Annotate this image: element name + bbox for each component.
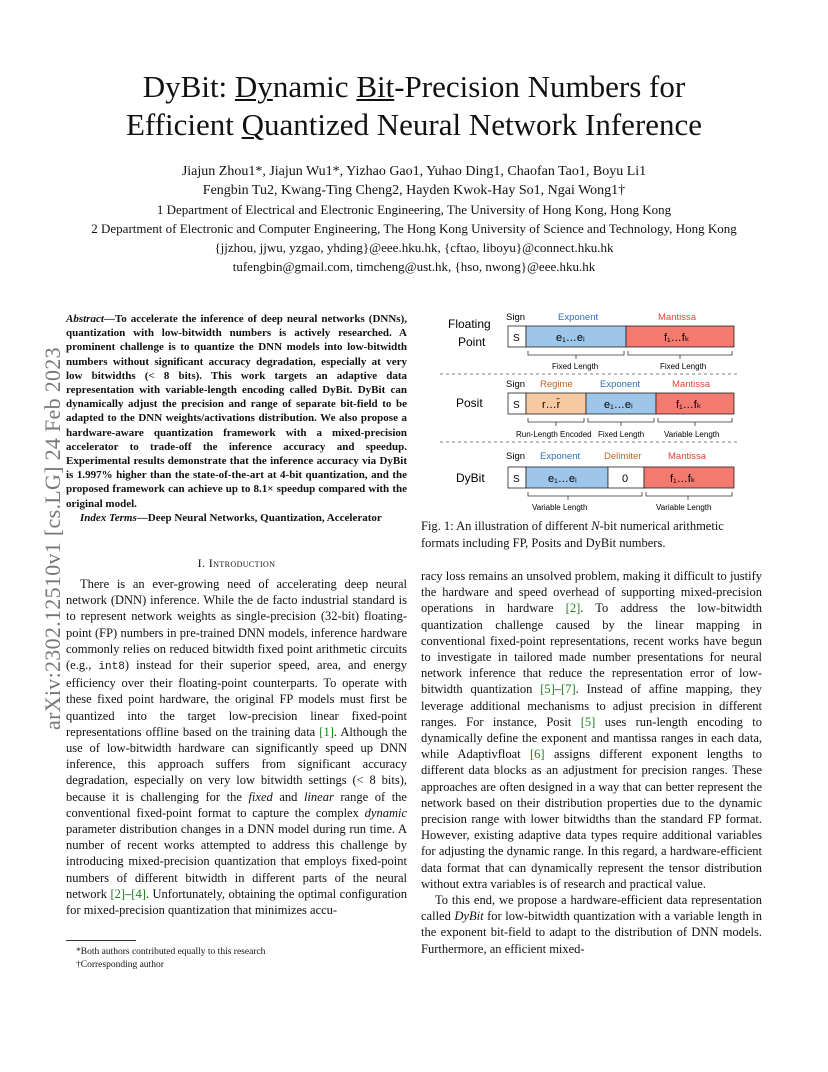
dybit-len-2: Variable Length	[656, 503, 712, 512]
fp-exp-val: e₁…eᵢ	[556, 332, 585, 344]
citation-link[interactable]: [2]	[565, 601, 581, 616]
posit-label: Posit	[456, 396, 483, 410]
arxiv-stamp: arXiv:2302.12510v1 [cs.LG] 24 Feb 2023	[40, 347, 65, 730]
citation-link[interactable]: [5]	[580, 714, 596, 729]
posit-regime-head: Regime	[540, 379, 573, 390]
paper-title: DyBit: Dynamic Bit-Precision Numbers for Efficient Quantized Neural Network Inference	[125, 69, 703, 142]
citation-link[interactable]: [2]	[110, 886, 126, 901]
dybit-delim-val: 0	[622, 473, 629, 485]
fp-len-1: Fixed Length	[552, 362, 599, 371]
footnote-equal-contribution: *Both authors contributed equally to this research	[76, 947, 266, 957]
citation-link[interactable]: [4]	[131, 886, 146, 901]
posit-sign-head: Sign	[506, 379, 526, 390]
dybit-label: DyBit	[456, 471, 485, 485]
posit-len-2: Fixed Length	[598, 430, 645, 439]
posit-exponent-head: Exponent	[600, 379, 641, 390]
posit-exp-val: e₁…eᵢ	[604, 399, 633, 411]
dybit-s: S	[513, 474, 520, 485]
dybit-sign-head: Sign	[506, 451, 526, 462]
abstract: Abstract—To accelerate the inference of deep neural networks (DNNs), quantization with low-bitwidth numbers is actively researched. A prominent challenge is to quantize the DNN models into low-bitwidth numbers without significant accuracy degradation, especially at very low bitwidths (< 8 bits). This work targets an adaptive data representation with variable-length encoding called DyBit. DyBit can dynamically adjust the precision and range of separate bit-field to be adapted to the DNN weights/activations distribution. We also propose a hardware-aware quantization framework with a mixed-precision accelerator to trade-off the inference accuracy and speedup. Experimental results demonstrate that the inference accuracy via DyBit is 1.997% higher than the state-of-the-art at 4-bit quantization, and the proposed framework can achieve up to 8.1× speedup compared with the original model. Index Terms—Deep Neural Networks, Quantization, Accelerator	[66, 313, 407, 524]
fp-man-val: f₁…fₖ	[664, 332, 690, 344]
affiliation-2: 2 Department of Electronic and Computer Engineering, The Hong Kong University of Science and Technology, Hong Kong	[91, 221, 737, 236]
dybit-exponent-head: Exponent	[540, 451, 581, 462]
fp-label-2: Point	[458, 335, 486, 349]
citation-link[interactable]: [5]	[540, 682, 555, 697]
posit-man-val: f₁…fₖ	[676, 399, 702, 411]
author-line-2: Fengbin Tu2, Kwang-Ting Cheng2, Hayden Kwok-Hay So1, Ngai Wong1†	[202, 183, 626, 198]
figure-1	[440, 306, 760, 516]
posit-s: S	[513, 400, 520, 411]
author-line-1: Jiajun Zhou1*, Jiajun Wu1*, Yizhao Gao1, Yuhao Ding1, Chaofan Tao1, Boyu Li1	[181, 164, 647, 179]
dybit-man-val: f₁…fₖ	[670, 473, 696, 485]
affiliation-1: 1 Department of Electrical and Electronic Engineering, The University of Hong Kong, Hong Kong	[156, 202, 672, 217]
left-column-body: There is an ever-growing need of accelerating deep neural network (DNN) inference. While the de facto industrial standard is to represent network weights as single-precision (32-bit) floating-point (FP) numbers in pre-trained DNN models, inference hardware commonly relies on reduced bitwidth fixed point arithmetic circuits (e.g., int8) instead for their superior speed, area, and energy efficiency over their floating-point counterparts. To operate with these fixed point hardware, the original FP models must first be quantized into the target low-precision linear fixed-point representations offline based on the training data [1]. Although the use of low-bitwidth hardware can significantly speed up DNN inference, this approach suffers from significant accuracy degradation, especially on very low bitwidth settings (< 8 bits), because it is challenging for the fixed and linear range of the conventional fixed-point format to capture the complex dynamic parameter distribution changes in a DNN model during run time. A number of recent works attempted to address this challenge by introducing mixed-precision quantization that employs fixed-point numbers of different bitwidth in different parts of the neural network [2]–[4]. Unfortunately, obtaining the optimal configuration for mixed-precision quantization that minimizes accu-	[66, 577, 407, 918]
author-block	[0, 162, 828, 276]
dybit-len-1: Variable Length	[532, 503, 588, 512]
dybit-mantissa-head: Mantissa	[668, 451, 707, 462]
email-line-1: {jjzhou, jjwu, yzgao, yhding}@eee.hku.hk, {cftao, liboyu}@connect.hku.hk	[214, 240, 614, 255]
posit-mantissa-head: Mantissa	[672, 379, 711, 390]
dybit-exp-val: e₁…eᵢ	[548, 473, 577, 485]
citation-link[interactable]: [1]	[319, 724, 334, 739]
footnote-corresponding: †Corresponding author	[76, 960, 164, 970]
footnotes	[76, 946, 265, 972]
footnote-rule	[66, 940, 136, 941]
posit-len-1: Run-Length Encoded	[516, 430, 592, 439]
right-column-body: racy loss remains an unsolved problem, making it difficult to justify the hardware and speed overhead of supporting mixed-precision operations in hardware [2]. To address the low-bitwidth quantization challenge caused by the linear mapping in conventional fixed-point representations, recent works have begun to investigate in tailored made number presentations for neural network inference that reduce the representation error of low-bitwidth quantization [5]–[7]. Instead of affine mapping, they leverage additional mechanisms to adjust precision in different ranges. For instance, Posit [5] uses run-length encoding to dynamically define the exponent and mantissa ranges in each data, while Adaptivfloat [6] assigns different exponent lengths to different data blocks as an adjustment for precision ranges. These approaches are often designed in a way that can better represent the network based on their distribution properties due to the dynamic precision range with lower bitwidths than the standard FP format. However, existing adaptive data types require additional variables for adjusting the dynamic range. In this regard, a hardware-efficient data format that can dynamically represent the tensor distribution without extra variables is of research and practical value. To this end, we propose a hardware-efficient data representation called DyBit for low-bitwidth quantization with a variable length in the exponent bit-field to adapt to the distribution of DNN models. Furthermore, an efficient mixed-	[421, 569, 762, 956]
email-line-2: tufengbin@gmail.com, timcheng@ust.hk, {hso, nwong}@eee.hku.hk	[232, 259, 596, 274]
posit-len-3: Variable Length	[664, 430, 720, 439]
fp-sign-head: Sign	[506, 312, 526, 323]
fp-exponent-head: Exponent	[558, 312, 599, 323]
number-format-diagram	[440, 306, 760, 516]
citation-link[interactable]: [7]	[561, 682, 576, 697]
fp-len-2: Fixed Length	[660, 362, 707, 371]
fp-mantissa-head: Mantissa	[658, 312, 697, 323]
citation-link[interactable]: [6]	[530, 747, 545, 762]
figure-1-caption: Fig. 1: An illustration of different N-bit numerical arithmetic formats including FP, Posits and DyBit numbers.	[421, 519, 724, 550]
posit-reg-val: r…r̄	[542, 399, 561, 411]
dybit-delimiter-head: Delimiter	[604, 451, 642, 462]
fp-s: S	[513, 333, 520, 344]
fp-label-1: Floating	[448, 317, 491, 331]
section-heading: I. Introduction	[197, 556, 276, 570]
